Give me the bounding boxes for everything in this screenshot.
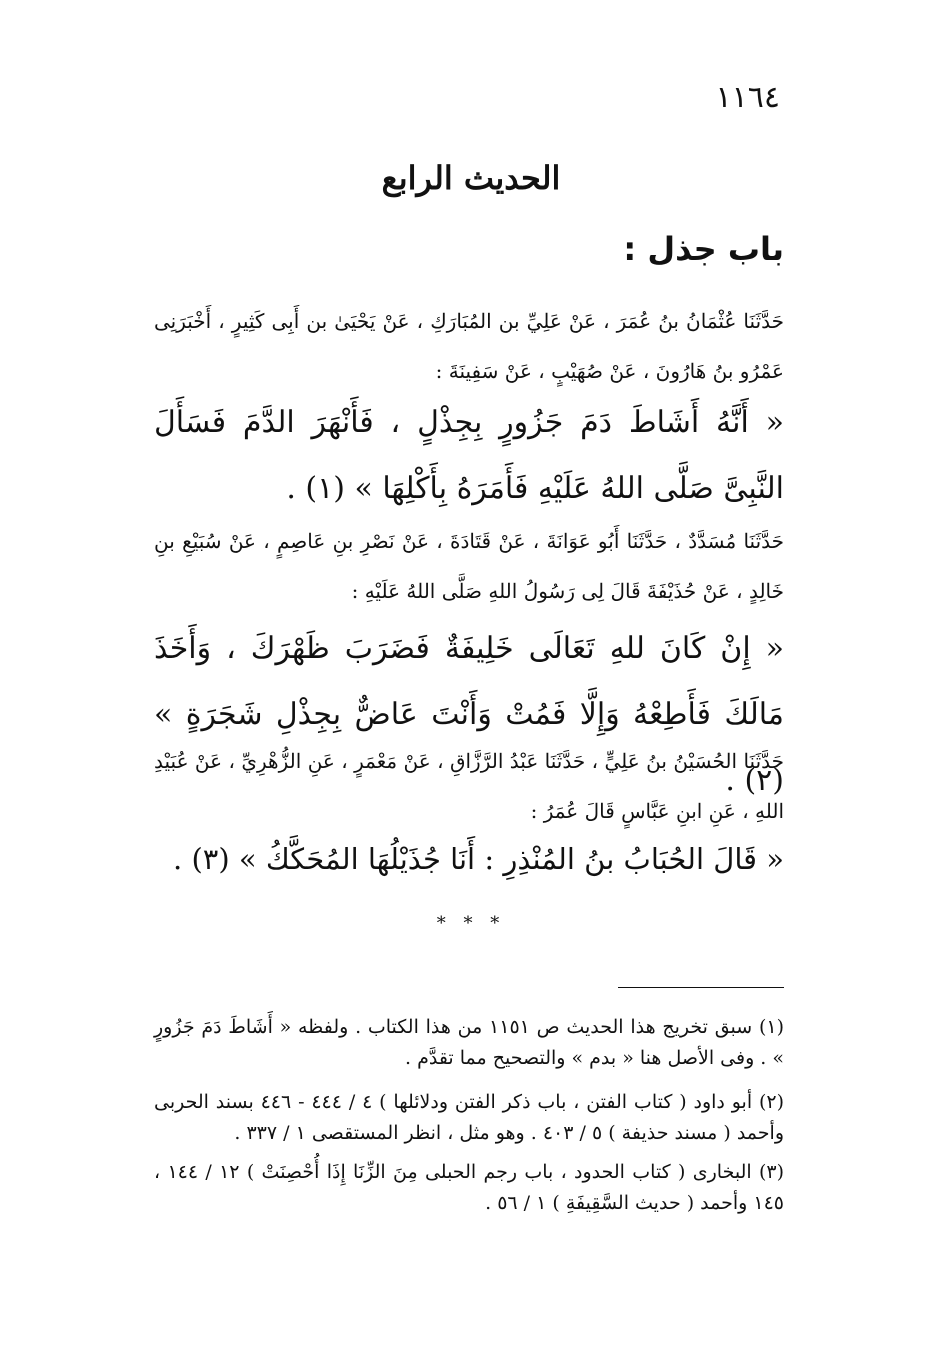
footnote-divider: [618, 987, 784, 988]
narration-2-matn: « إِنْ كَانَ للهِ تَعَالَى خَلِيفَةٌ فَضَرَبَ ظَهْرَكَ ، وَأَخَذَ مَالَكَ فَأَطِعْهُ وَإِلَّا فَمُتْ وَأَنْتَ عَاضٌّ بِجِذْلِ شَجَرَةٍ » (٢) .: [154, 631, 784, 798]
narration-3-matn: « قَالَ الحُبَابُ بنُ المُنْذِرِ : أَنَا جُذَيْلُهَا المُحَكَّكُ » (٣) .: [173, 842, 784, 876]
narration-3-isnad: حَدَّثَنَا الحُسَيْنُ بنُ عَلِيٍّ ، حَدَّثَنَا عَبْدُ الرَّزَّاقِ ، عَنْ مَعْمَرٍ ، عَنِ الزُّهْرِيِّ ، عَنْ عُبَيْدِ اللهِ ، عَنِ ابنِ عَبَّاسٍ قَالَ عُمَرُ :: [154, 749, 784, 823]
page-number: ١١٦٤: [715, 80, 780, 115]
narration-2-isnad: حَدَّثَنَا مُسَدَّدٌ ، حَدَّثَنَا أَبُو عَوَانَةَ ، عَنْ قَتَادَةَ ، عَنْ نَصْرِ بنِ عَاصِمٍ ، عَنْ سُبَيْعِ بنِ خَالِدٍ ، عَنْ حُذَيْفَةَ قَالَ لِى رَسُولُ اللهِ صَلَّى اللهُ عَلَيْهِ :: [154, 529, 784, 603]
footnote-2: (٢) أبو داود ( كتاب الفتن ، باب ذكر الفتن ودلائلها ) ٤ / ٤٤٤ - ٤٤٦ بسند الحربى وأحمد ( مسند حذيفة ) ٥ / ٤٠٣ . وهو مثل ، انظر المستقصى ١ / ٣٣٧ .: [154, 1091, 785, 1144]
hadith-title: الحديث الرابع: [381, 159, 561, 197]
footnote-1: (١) سبق تخريج هذا الحديث ص ١١٥١ من هذا الكتاب . ولفظه « أَشَاطَ دَمَ جَزُورٍ » . وفى الأصل هنا « بدم » والتصحيح مما تقدَّم .: [154, 1016, 784, 1069]
narration-1-matn: « أَنَّهُ أَشَاطَ دَمَ جَزُورٍ بِجِذْلٍ ، فَأَنْهَرَ الدَّمَ فَسَأَلَ النَّبِىَّ صَلَّى اللهُ عَلَيْهِ فَأَمَرَهُ بِأَكْلِهَا » (١) .: [154, 405, 784, 506]
footnote-3: (٣) البخارى ( كتاب الحدود ، باب رجم الحبلى مِنَ الزِّنَا إِذَا أُحْصِنَتْ ) ١٢ / ١٤٤ ، ١٤٥ وأحمد ( حديث السَّقِيفَةِ ) ١ / ٥٦ .: [154, 1161, 785, 1214]
chapter-heading: باب جذل :: [623, 230, 784, 268]
narration-1-isnad: حَدَّثَنَا عُثْمَانُ بنُ عُمَرَ ، عَنْ عَلِيِّ بن المُبَارَكِ ، عَنْ يَحْيَىٰ بن أَبِى كَثِيرٍ ، أَخْبَرَنِى عَمْرُو بنُ هَارُونَ ، عَنْ صُهَيْبٍ ، عَنْ سَفِينَةَ :: [154, 309, 784, 383]
section-separator: * * *: [436, 913, 506, 934]
